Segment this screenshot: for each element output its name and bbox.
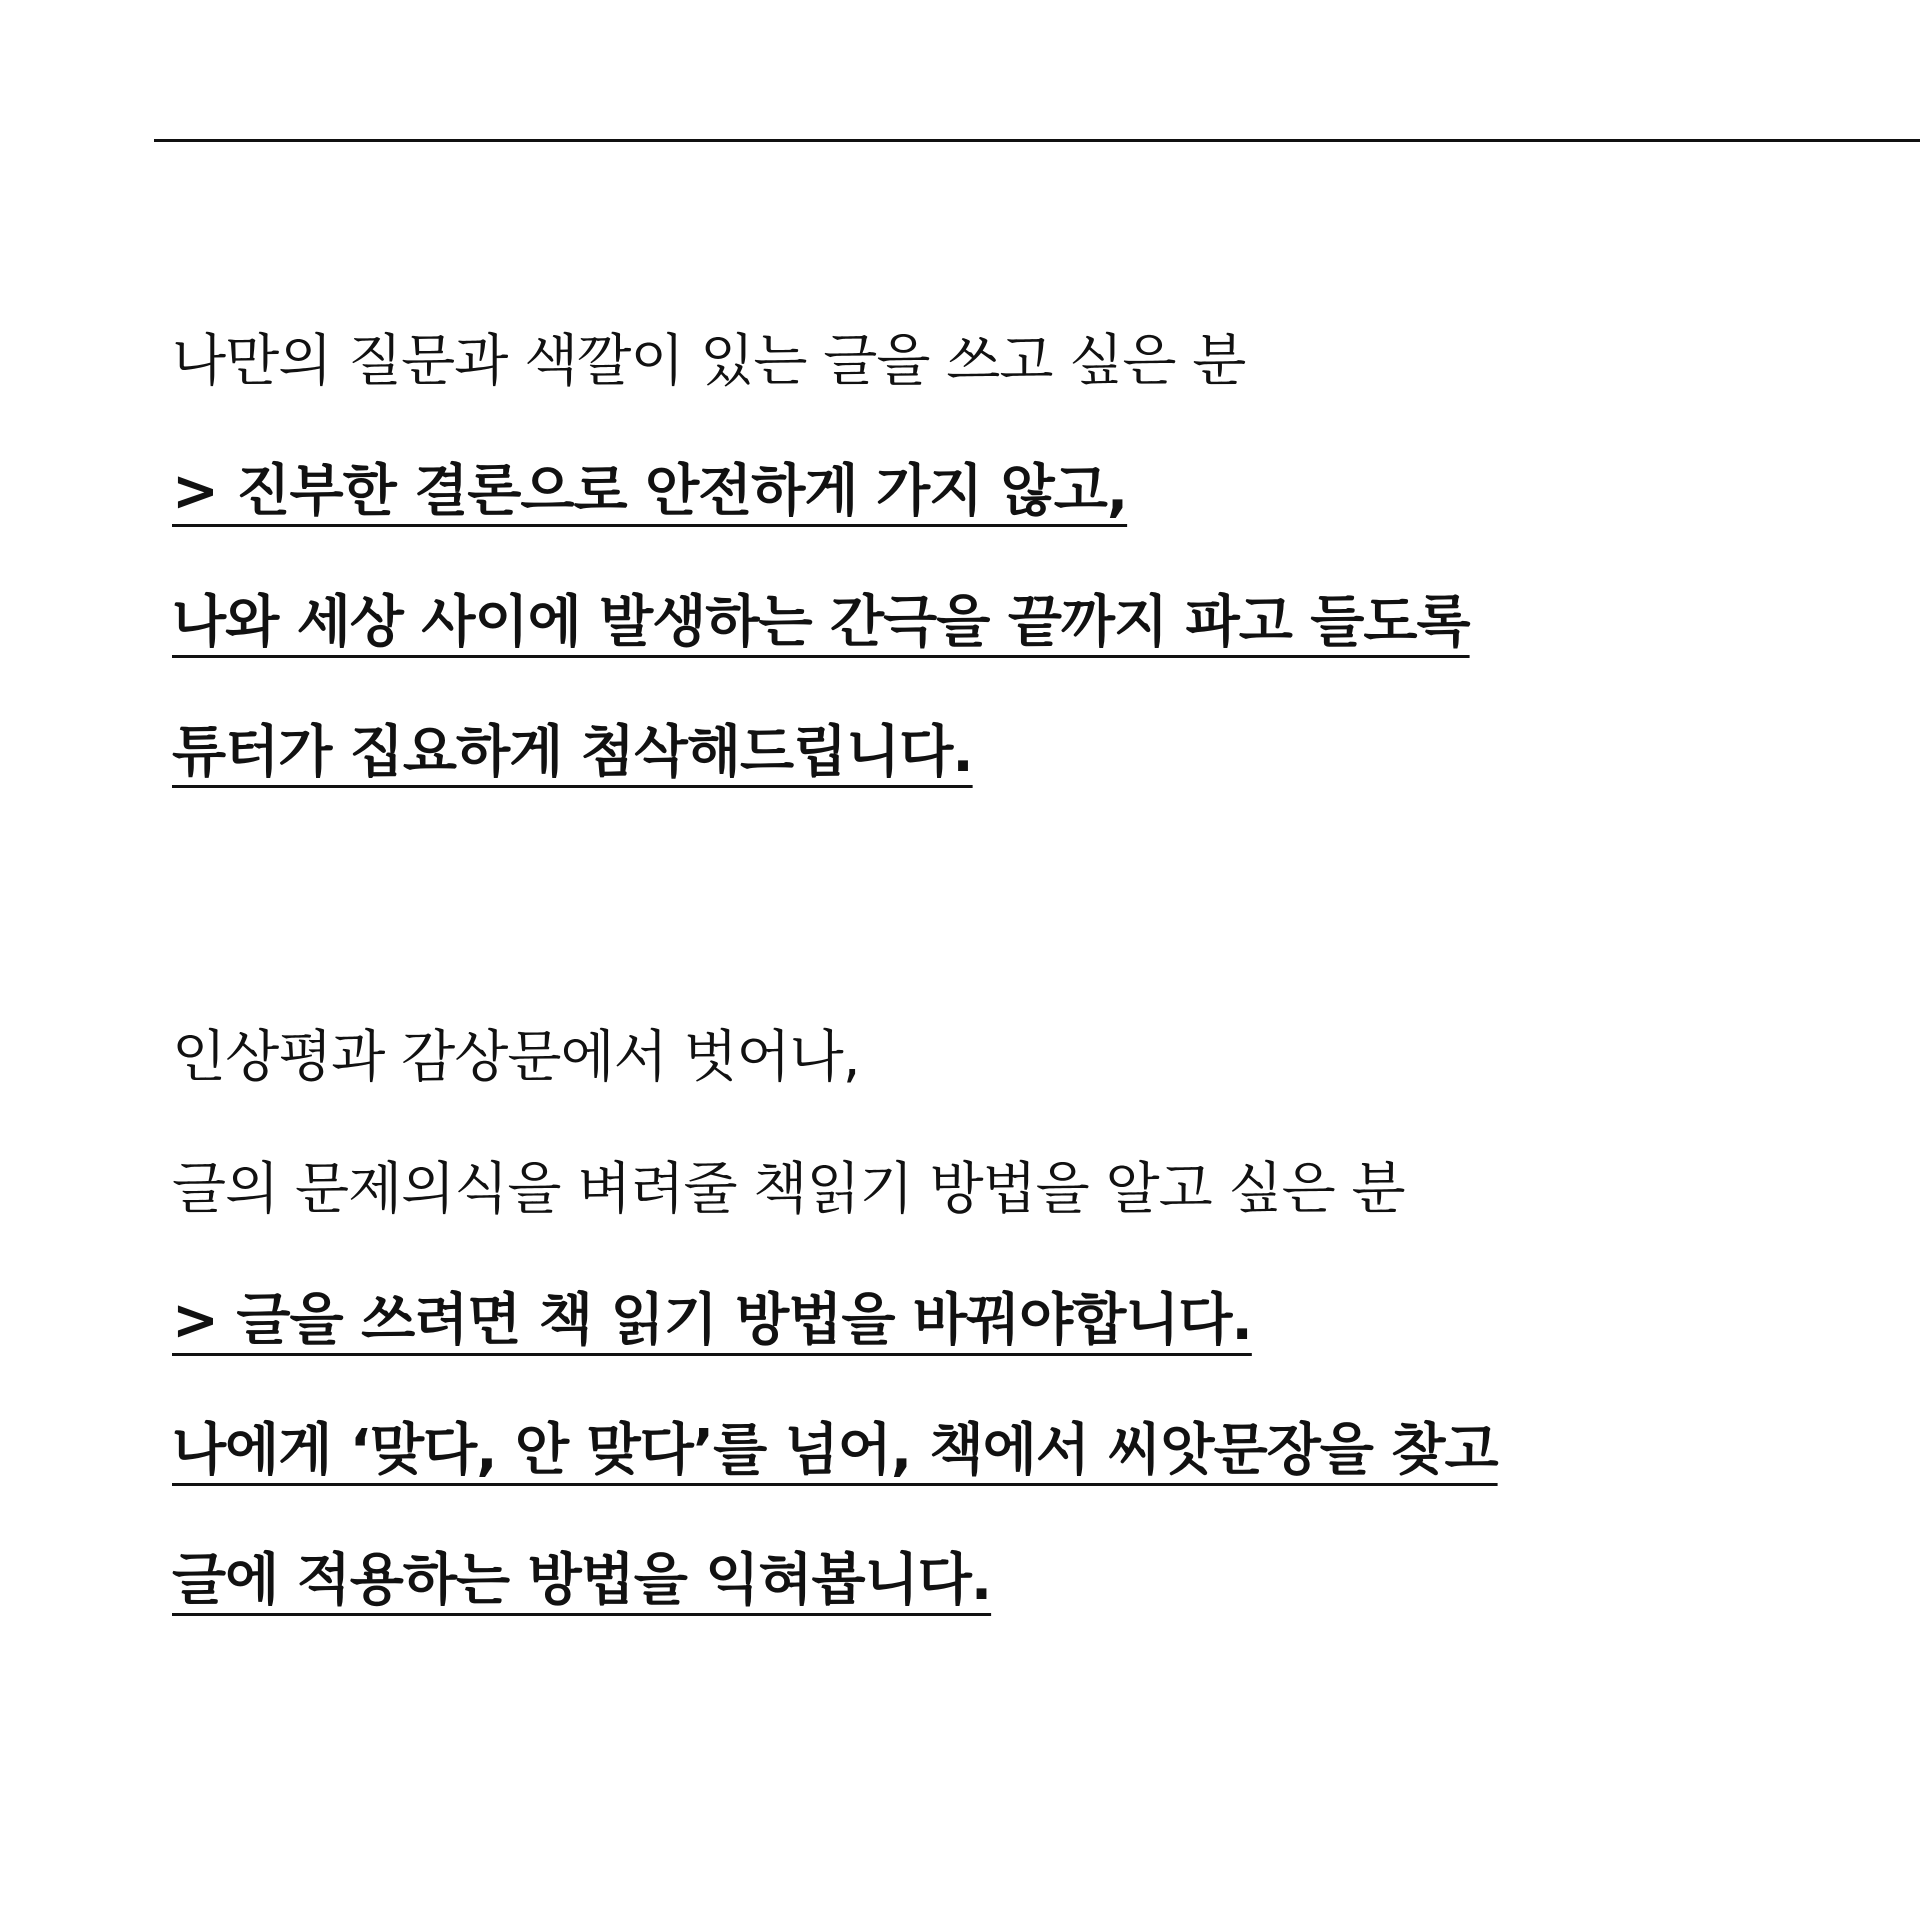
section2-highlight-line-2: 나에게 ‘맞다, 안 맞다’를 넘어, 책에서 씨앗문장을 찾고 <box>172 1418 1498 1483</box>
section2-highlight-line-1: > 글을 쓰려면 책 읽기 방법을 바꿔야합니다. <box>172 1288 1252 1353</box>
section2-highlight-line-3: 글에 적용하는 방법을 익혀봅니다. <box>172 1548 992 1613</box>
top-divider <box>154 139 1920 142</box>
section2-intro-line-2: 글의 문제의식을 벼려줄 책읽기 방법을 알고 싶은 분 <box>172 1157 1405 1222</box>
section1-highlight-line-3: 튜터가 집요하게 첨삭해드립니다. <box>172 720 973 785</box>
section1-intro: 나만의 질문과 색깔이 있는 글을 쓰고 싶은 분 <box>172 329 1246 394</box>
section1-highlight-line-1: > 진부한 결론으로 안전하게 가지 않고, <box>172 459 1128 524</box>
section2-intro-line-1: 인상평과 감상문에서 벗어나, <box>172 1025 860 1090</box>
section1-highlight-line-2: 나와 세상 사이에 발생하는 간극을 끝까지 파고 들도록 <box>172 590 1470 655</box>
